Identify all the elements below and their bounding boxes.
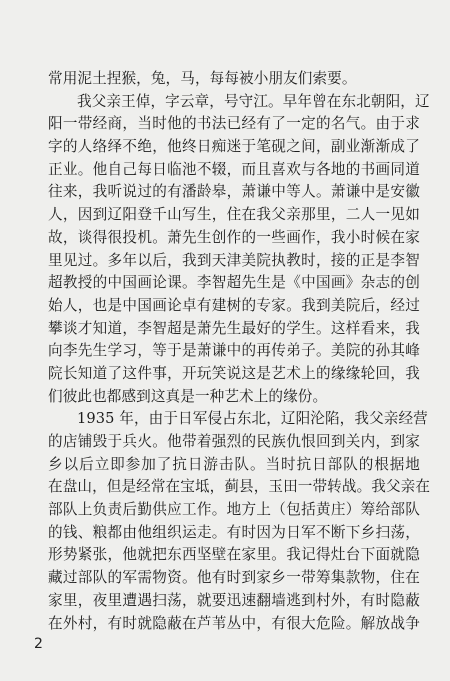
- text-line: 在外村，有时就隐蔽在芦苇丛中，有很大危险。解放战争: [48, 614, 420, 632]
- text-line: 正业。他自己每日临池不辍，而且喜欢与各地的书画同道: [48, 160, 420, 178]
- text-line: 故，谈得很投机。萧先生创作的一些画作，我小时候在家: [48, 228, 420, 246]
- text-line: 乡以后立即参加了抗日游击队。当时抗日部队的根据地: [48, 455, 420, 473]
- text-line: 家里，夜里遭遇扫荡，就要迅速翻墙逃到村外，有时隐蔽: [48, 591, 420, 609]
- text-line: 往来，我听说过的有潘龄皋，萧谦中等人。萧谦中是安徽: [48, 183, 420, 201]
- text-line: 我父亲王倬，字云章，号守江。早年曾在东北朝阳，辽: [77, 92, 430, 110]
- text-line: 在盘山，但是经常在宝坻，蓟县，玉田一带转战。我父亲在: [48, 478, 431, 496]
- text-line: 超教授的中国画论课。李智超先生是《中国画》杂志的创: [48, 274, 420, 292]
- text-line: 形势紧张，他就把东西坚壁在家里。我记得灶台下面就隐: [48, 546, 420, 564]
- text-line: 始人，也是中国画论卓有建树的专家。我到美院后，经过: [48, 296, 420, 314]
- text-line: 部队上负责后勤供应工作。地方上（包括黄庄）筹给部队: [48, 501, 420, 519]
- text-line: 字的人络绎不绝，他终日痴迷于笔砚之间，副业渐渐成了: [48, 138, 420, 156]
- paragraph: [48, 91, 430, 409]
- text-line: 常用泥土捏猴，兔，马，每每被小朋友们索要。: [48, 70, 357, 87]
- body-text: [48, 68, 431, 635]
- text-line: 们彼此也都感到这真是一种艺术上的缘份。: [48, 387, 328, 405]
- text-line: 人，因到辽阳登千山写生，住在我父亲那里，二人一见如: [48, 206, 420, 224]
- text-line: 的钱、粮都由他组织运走。有时因为日军不断下乡扫荡，: [48, 523, 420, 541]
- text-line: 的店铺毁于兵火。他带着强烈的民族仇恨回到关内，到家: [48, 433, 420, 450]
- text-line: 攀谈才知道，李智超是萧先生最好的学生。这样看来，我: [48, 319, 420, 337]
- paragraph: [48, 408, 431, 635]
- text-line: 里见过。多年以后，我到天津美院执教时，接的正是李智: [48, 251, 420, 269]
- text-line: 院长知道了这件事，开玩笑说这是艺术上的缘缘轮回，我: [48, 364, 420, 382]
- page-number: 2: [34, 636, 43, 652]
- text-line: 1935 年，由于日军侵占东北，辽阳沦陷，我父亲经营: [77, 410, 428, 428]
- paragraph: [48, 68, 420, 91]
- text-line: 阳一带经商，当时他的书法已经有了一定的名气。由于求: [48, 115, 420, 133]
- text-line: 向李先生学习，等于是萧谦中的再传弟子。美院的孙其峰: [48, 342, 420, 360]
- text-line: 藏过部队的军需物资。他有时到家乡一带筹集款物，住在: [48, 569, 420, 587]
